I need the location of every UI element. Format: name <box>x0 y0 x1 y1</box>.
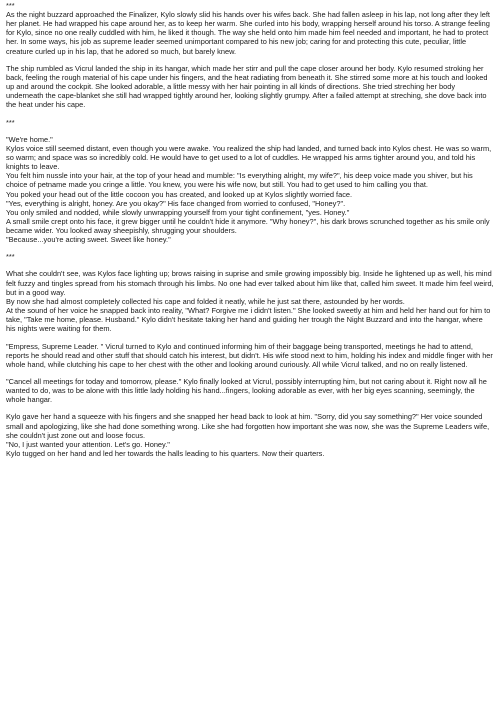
paragraph-4: What she couldn't see, was Kylos face lighting up; brows raising in suprise and smile growing impossibly big. Inside he lightened up as well, his mind felt fuzzy and tingles spread from his stomach through his limbs. No one had ever talked about him like that, called him sweet. It made him feel weird, but in a good way. By now she had almost completely collected his cape and folded it neatly, while he just sat there, astounded by her words. At the sound of her voice he snapped back into reality, "What? Forgive me i didn't listen." She looked sweetly at him and held her hand out for him to take, "Take me home, please. Husband." Kylo didn't hesitate taking her hand and guiding her trough the Night Buzzard and into the hangar, where his nights were waiting for them. <box>6 269 494 334</box>
paragraph-2: The ship rumbled as Vicrul landed the ship in its hangar, which made her stirr and pull the cape closer around her body. Kylo resumed stroking her back, feeling the rough material of his cape under his fingers, and the heat radiating from beneath it. She stirred some more at his touch and looked up and around the cockpit. She looked adorable, a little messy with her hair pointing in all kinds of directions. She tried streching her body underneath the cape-blanket she still had wrapped tightly around her, looking slightly grumpy. After a failed attempt at streching, she dove back into the heat under his cape. <box>6 63 488 110</box>
separator: *** <box>6 1 15 10</box>
separator: *** <box>6 252 15 262</box>
paragraph-7: Kylo gave her hand a squeeze with his fingers and she snapped her head back to look at him. "Sorry, did you say something?" Her voice sounded small and apologizing, like she had done something wrong. Like she had forgotten how important she was now, she was the Supreme Leaders wife, she couldn't just zone out and loose focus. "No, I just wanted your attention. Let's go. Honey." Kylo tugged on her hand and led her towards the halls leading to his quarters. Now their quarters. <box>6 412 490 459</box>
paragraph-6: "Cancel all meetings for today and tomorrow, please." Kylo finally looked at Vicrul, possibly interrupting him, but not caring about it. Right now all he wanted to do, was to be alone with this little lady holding his hand...fingers, looking adorable as ever, with her big eyes scanning, seemingly, the whole hangar. <box>6 377 487 405</box>
paragraph-5: "Empress, Supreme Leader. " Vicrul turned to Kylo and continued informing him of their baggage being transported, meetings he had to attend, reports he should read and other stuff that should catch his interest, but didn't. His wife stood next to him, holding his index and middle finger with her whole hand, while clutching his cape to her chest with the other and looking around curiously. All while Vicrul talked, and no on really listened. <box>6 341 493 369</box>
separator: *** <box>6 117 15 127</box>
paragraph-3: "We're home." Kylos voice still seemed distant, even though you were awake. You realized the ship had landed, and turned back into Kylos chest. He was so warm, so warm; and space was so incredibly cold. He would have to get used to a lot of cuddles. He wrapped his arms tighter around you, and told his knights to leave. You felt him nussle into your hair, at the top of your head and mumble: "Is everything alright, my wife?", his deep voice made you shiver, but his choice of petname made you cringe a little. You knew, you were his wife now, but still. You had to get used to him calling you that. You poked your head out of the little cocoon you has created, and looked up at Kylos slightly worried face. "Yes, everything is alright, honey. Are you okay?" His face changed from worried to confused, "Honey?". You only smiled and nodded, while slowly unwrapping yourself from your tight confinement, "yes. Honey." A small smile crept onto his face, it grew bigger until he couldn't hide it anymore. "Why honey?", his dark brows scrunched together as his smile only became wider. You looked away sheepishly, shrugging your shoulders. "Because...you're acting sweet. Sweet like honey." <box>6 134 492 245</box>
paragraph-1: As the night buzzard approached the Finalizer, Kylo slowly slid his hands over his wifes back. She had fallen asleep in his lap, not long after they left her planet. He had wrapped his cape around her, as to keep her warm. She curled into his body, wrapping herself around his torso. A strange feeling for Kylo, since no one really cuddled with him, he liked it though. The way she held onto him made him feel needed and important, he had to protect her. In some ways, his job as supreme leader seemed unimportant compared to his new job; caring for and protecting this cute, peculiar, little creature curled up in his lap, that he adored so much, but barely knew. <box>6 10 490 56</box>
